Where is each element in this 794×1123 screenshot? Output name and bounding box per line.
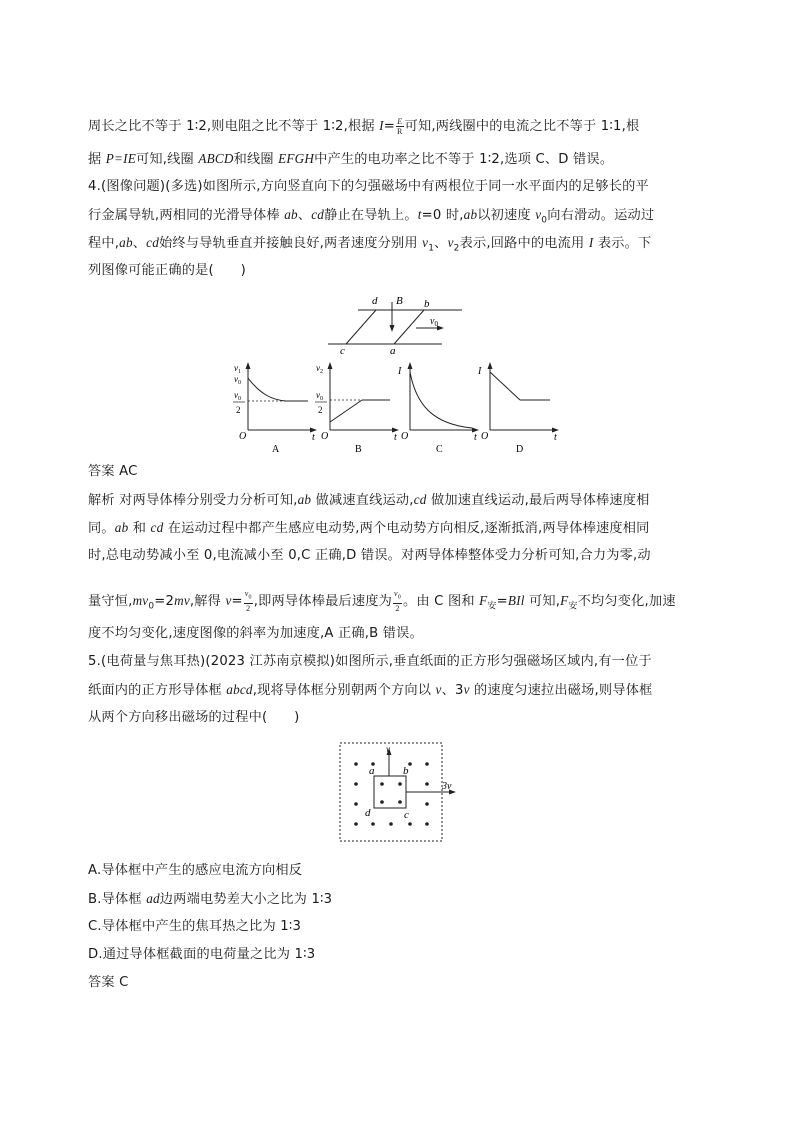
svg-text:A: A — [272, 444, 280, 455]
q4-analysis-line4: 量守恒$,mv_0=2mv$,解得 v= $\frac{v_0}{2}$ ,即两导体棒最后速度为 $\frac{v_0}{2}$ 。由 C 图和 $F_安=BIl$ 可知$,F_安$不均匀变化,加速 — [88, 589, 676, 613]
line-i-drop — [490, 372, 520, 400]
graph-a — [233, 362, 317, 455]
fraction-e-over-r: $\frac{E}{R}$ — [397, 116, 403, 136]
svg-text:D: D — [516, 444, 524, 455]
q4-line2: 行金属导轨,两相同的光滑导体棒 ab、cd静止在导轨上。t=0 时,ab以初速度 $v_0$向右滑动。运动过 — [88, 207, 655, 226]
q5-option-c: C.导体框中产生的焦耳热之比为 1∶3 — [88, 919, 302, 934]
para-top-line2: 据 P=IE可知,线圈 ABCD和线圈 EFGH中产生的电功率之比不等于 1∶2,选项 C、D 错误。 — [88, 151, 614, 167]
svg-text:v1: $v_1$ — [234, 363, 241, 375]
label-c: c — [404, 809, 409, 821]
q5-line2: 纸面内的正方形导体框 abcd,现将导体框分别朝两个方向以 v、3v 的速度匀速拉出磁场,则导体框 — [88, 682, 653, 698]
q5-option-b: B.导体框 ad边两端电势差大小之比为 1∶3 — [88, 891, 333, 907]
svg-text:O: O — [239, 431, 247, 442]
label-a: a — [390, 345, 396, 357]
para-top-line1: 周长之比不等于 1∶2,则电阻之比不等于 1∶2,根据 I= $\frac{E}{R}$ 可知,两线圈中的电流之比不等于 1∶1,根 — [88, 116, 640, 136]
q5-line1: 5.(电荷量与焦耳热)(2023 江苏南京模拟)如图所示,垂直纸面的正方形匀强磁场区域内,有一位于 — [88, 654, 652, 669]
q5-line3: 从两个方向移出磁场的过程中( ) — [88, 710, 300, 725]
svg-text:t: t — [394, 432, 397, 443]
svg-text:t: t — [554, 432, 557, 443]
field-diagram — [336, 740, 466, 845]
q4-analysis-line5: 度不均匀变化,速度图像的斜率为加速度,A 正确,B 错误。 — [88, 626, 423, 641]
svg-text:2: 2 — [236, 405, 241, 415]
label-a: a — [369, 765, 375, 777]
option-graphs — [228, 360, 568, 455]
field-arrowhead — [390, 325, 395, 332]
svg-text:C: C — [436, 444, 443, 455]
fraction-final-speed: $\frac{v_0}{2}$ — [394, 589, 401, 613]
q4-line4: 列图像可能正确的是( ) — [88, 263, 246, 278]
svg-text:O: O — [401, 431, 409, 442]
label-c: c — [340, 345, 345, 357]
q5-answer: 答案 C — [88, 975, 129, 990]
velocity-arrowhead — [437, 326, 444, 331]
svg-text:v2: $v_2$ — [316, 363, 323, 375]
label-b: b — [424, 298, 430, 310]
svg-text:v0: $v_0$ — [234, 374, 241, 386]
rod-ab — [394, 310, 424, 344]
graph-d — [477, 362, 559, 455]
graph-b — [315, 362, 399, 455]
q4-analysis-line2: 同。ab 和 cd 在运动过程中都产生感应电动势,两个电动势方向相反,逐渐抵消,两导体棒速度相同 — [88, 520, 650, 536]
label-b: b — [403, 765, 409, 777]
label-B: B — [396, 295, 403, 307]
svg-text:I: I — [398, 366, 402, 377]
label-v: v — [386, 744, 390, 754]
svg-text:B: B — [355, 444, 362, 455]
svg-text:t: t — [312, 432, 315, 443]
label-v0: $v_0$ — [430, 316, 438, 328]
label-3v: 3v — [442, 781, 452, 792]
label-d: d — [365, 807, 371, 819]
svg-text:v0: $v_0$ — [234, 390, 241, 402]
svg-text:v0: $v_0$ — [316, 390, 323, 402]
curve-i-decay — [410, 372, 472, 428]
q4-analysis-line1: 解析 对两导体棒分别受力分析可知,ab 做减速直线运动,cd 做加速直线运动,最后两导体棒速度相 — [88, 492, 650, 508]
svg-text:I: I — [478, 366, 482, 377]
svg-text:t: t — [474, 432, 477, 443]
graph-c — [397, 362, 479, 455]
q4-line1: 4.(图像问题)(多选)如图所示,方向竖直向下的匀强磁场中有两根位于同一水平面内的足够长的平 — [88, 179, 649, 194]
q4-answer: 答案 AC — [88, 464, 138, 479]
fraction-v0-over-2: $\frac{v_0}{2}$ — [244, 589, 252, 613]
q5-option-d: D.通过导体框截面的电荷量之比为 1∶3 — [88, 947, 316, 962]
line-v2 — [330, 400, 362, 422]
rod-cd — [346, 310, 376, 344]
q4-analysis-line3: 时,总电动势减小至 0,电流减小至 0,C 正确,D 错误。对两导体棒整体受力分析可知,合力为零,动 — [88, 548, 651, 563]
rails-diagram — [320, 290, 470, 358]
label-d: d — [372, 295, 378, 307]
svg-text:O: O — [481, 431, 489, 442]
q4-line3: 程中,ab、cd始终与导轨垂直并接触良好,两者速度分别用 $v_1$、$v_2$表示,回路中的电流用 I 表示。下 — [88, 235, 652, 254]
q5-option-a: A.导体框中产生的感应电流方向相反 — [88, 863, 303, 878]
svg-text:2: 2 — [318, 405, 323, 415]
svg-text:O: O — [321, 431, 329, 442]
curve-v1 — [248, 378, 308, 401]
